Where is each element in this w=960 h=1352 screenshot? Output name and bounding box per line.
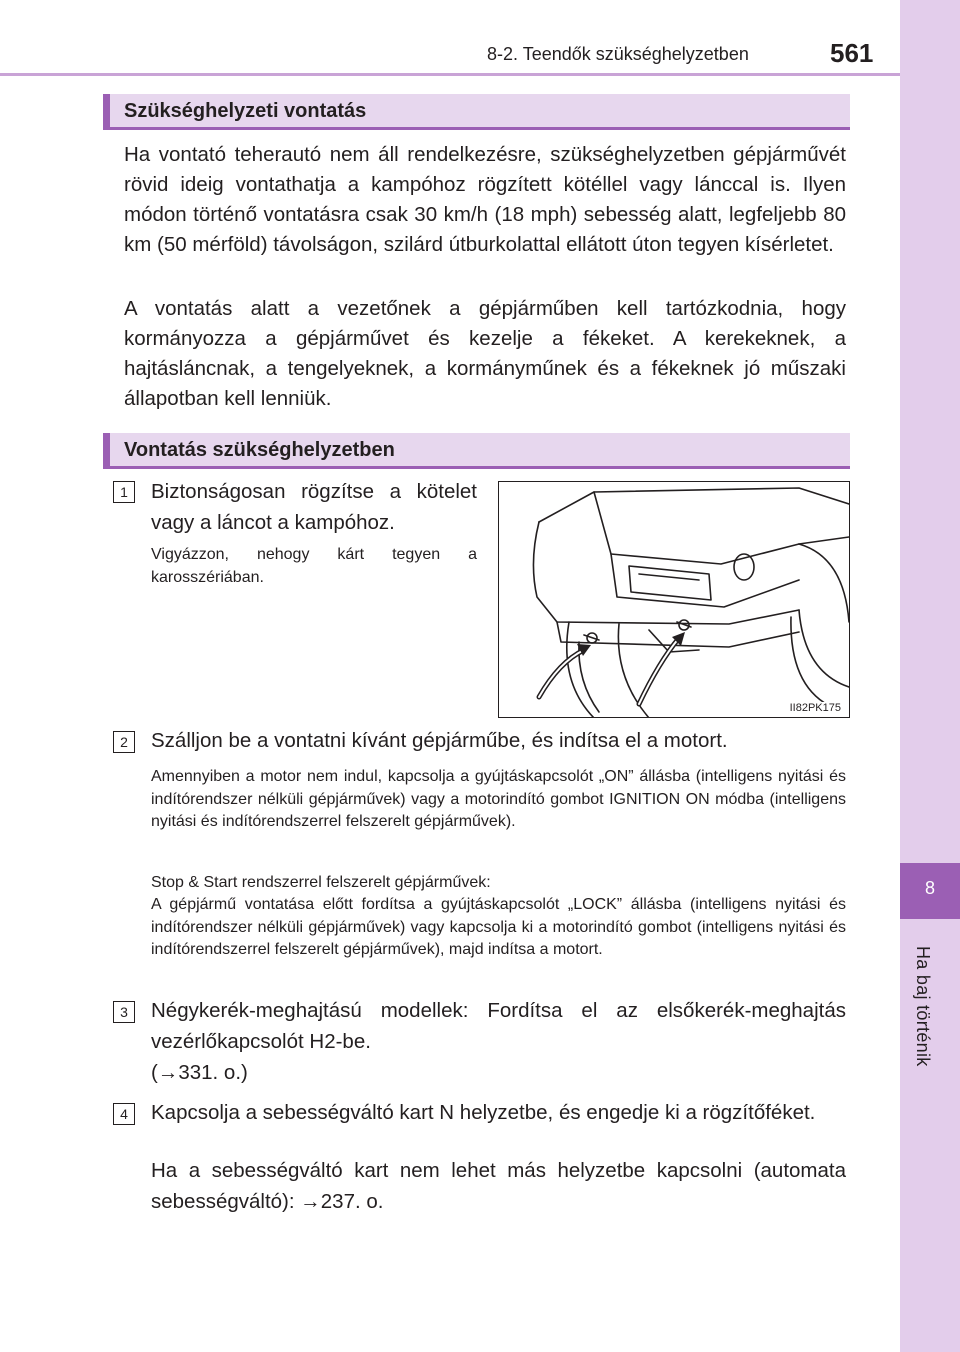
paragraph: Ha vontató teherautó nem áll rendelkezésre, szükséghelyzetben gépjárművét rövid ideig vontathatja a kampóhoz rögzített kötéllel vagy lánccal is. Ilyen módon történő vontatásra csak 30 km/h (18 mph) sebesség alatt, legfeljebb 80 km (50 mérföld) távolságon, szilárd útburkolattal ellátott úton tegyen kísérletet.	[124, 143, 846, 256]
vehicle-rear-underbody-drawing	[499, 482, 850, 718]
page-number: 561	[830, 38, 874, 68]
chapter-title: Ha baj történik	[913, 946, 933, 1067]
step-number-1: 1	[113, 481, 135, 503]
step-1-note: Vigyázzon, nehogy kárt tegyen a karosszériában.	[151, 546, 477, 586]
figure-code: II82PK175	[789, 702, 841, 714]
section-heading-text: Szükséghelyzeti vontatás	[124, 100, 367, 122]
paragraph: A vontatás alatt a vezetőnek a gépjárműben kell tartózkodnia, hogy kormányozza a gépjárművet és kezelje a fékeket. A kerekeknek, a hajtásláncnak, a tengelyeknek, a kormányműnek és a fékeknek jó műszaki állapotban kell lenniük.	[124, 297, 846, 410]
step-2-note: A gépjármű vontatása előtt fordítsa a gyújtáskapcsolót „LOCK” állásba (intelligens nyitási és indítórendszer nélküli gépjárművek) vagy kapcsolja ki a motorindító gombot (intelligens nyitási és indítórendszerrel felszerelt gépjárművek), majd indítsa a motort.	[151, 896, 846, 958]
chapter-side-tab	[900, 0, 960, 1352]
section-heading-emergency-towing	[103, 94, 850, 130]
step-2-note-heading: Stop & Start rendszerrel felszerelt gépjárművek:	[151, 874, 491, 891]
step-number-3: 3	[113, 1001, 135, 1023]
towing-hook-illustration	[498, 481, 850, 718]
step-3-text: Négykerék-meghajtású modellek: Fordítsa el az elsőkerék-meghajtás vezérlőkapcsolót H2-be.	[151, 999, 846, 1053]
step-number-4: 4	[113, 1103, 135, 1125]
step-1-text: Biztonságosan rögzítse a kötelet vagy a láncot a kampóhoz.	[151, 480, 477, 534]
step-2-note: Amennyiben a motor nem indul, kapcsolja a gyújtáskapcsolót „ON” állásba (intelligens nyitási és indítórendszer nélküli gépjárművek) vagy a motorindító gombot IGNITION ON módba (intelligens nyitási és indítórendszerrel felszerelt gépjárművek).	[151, 768, 846, 830]
running-header-section: 8-2. Teendők szükséghelyzetben	[487, 44, 749, 64]
step-2-text: Szálljon be a vontatni kívánt gépjárműbe, és indítsa el a motort.	[151, 729, 728, 752]
step-4-text: Kapcsolja a sebességváltó kart N helyzetbe, és engedje ki a rögzítőféket.	[151, 1101, 816, 1124]
header-rule	[0, 73, 900, 76]
step-4-extra: Ha a sebességváltó kart nem lehet más helyzetbe kapcsolni (automata sebességváltó): →237. o.	[151, 1159, 846, 1213]
section-heading-towing-procedure	[103, 433, 850, 469]
chapter-number: 8	[924, 878, 935, 898]
section-heading-text: Vontatás szükséghelyzetben	[124, 439, 395, 461]
step-number-2: 2	[113, 731, 135, 753]
step-3-page-reference: (→331. o.)	[151, 1061, 248, 1084]
